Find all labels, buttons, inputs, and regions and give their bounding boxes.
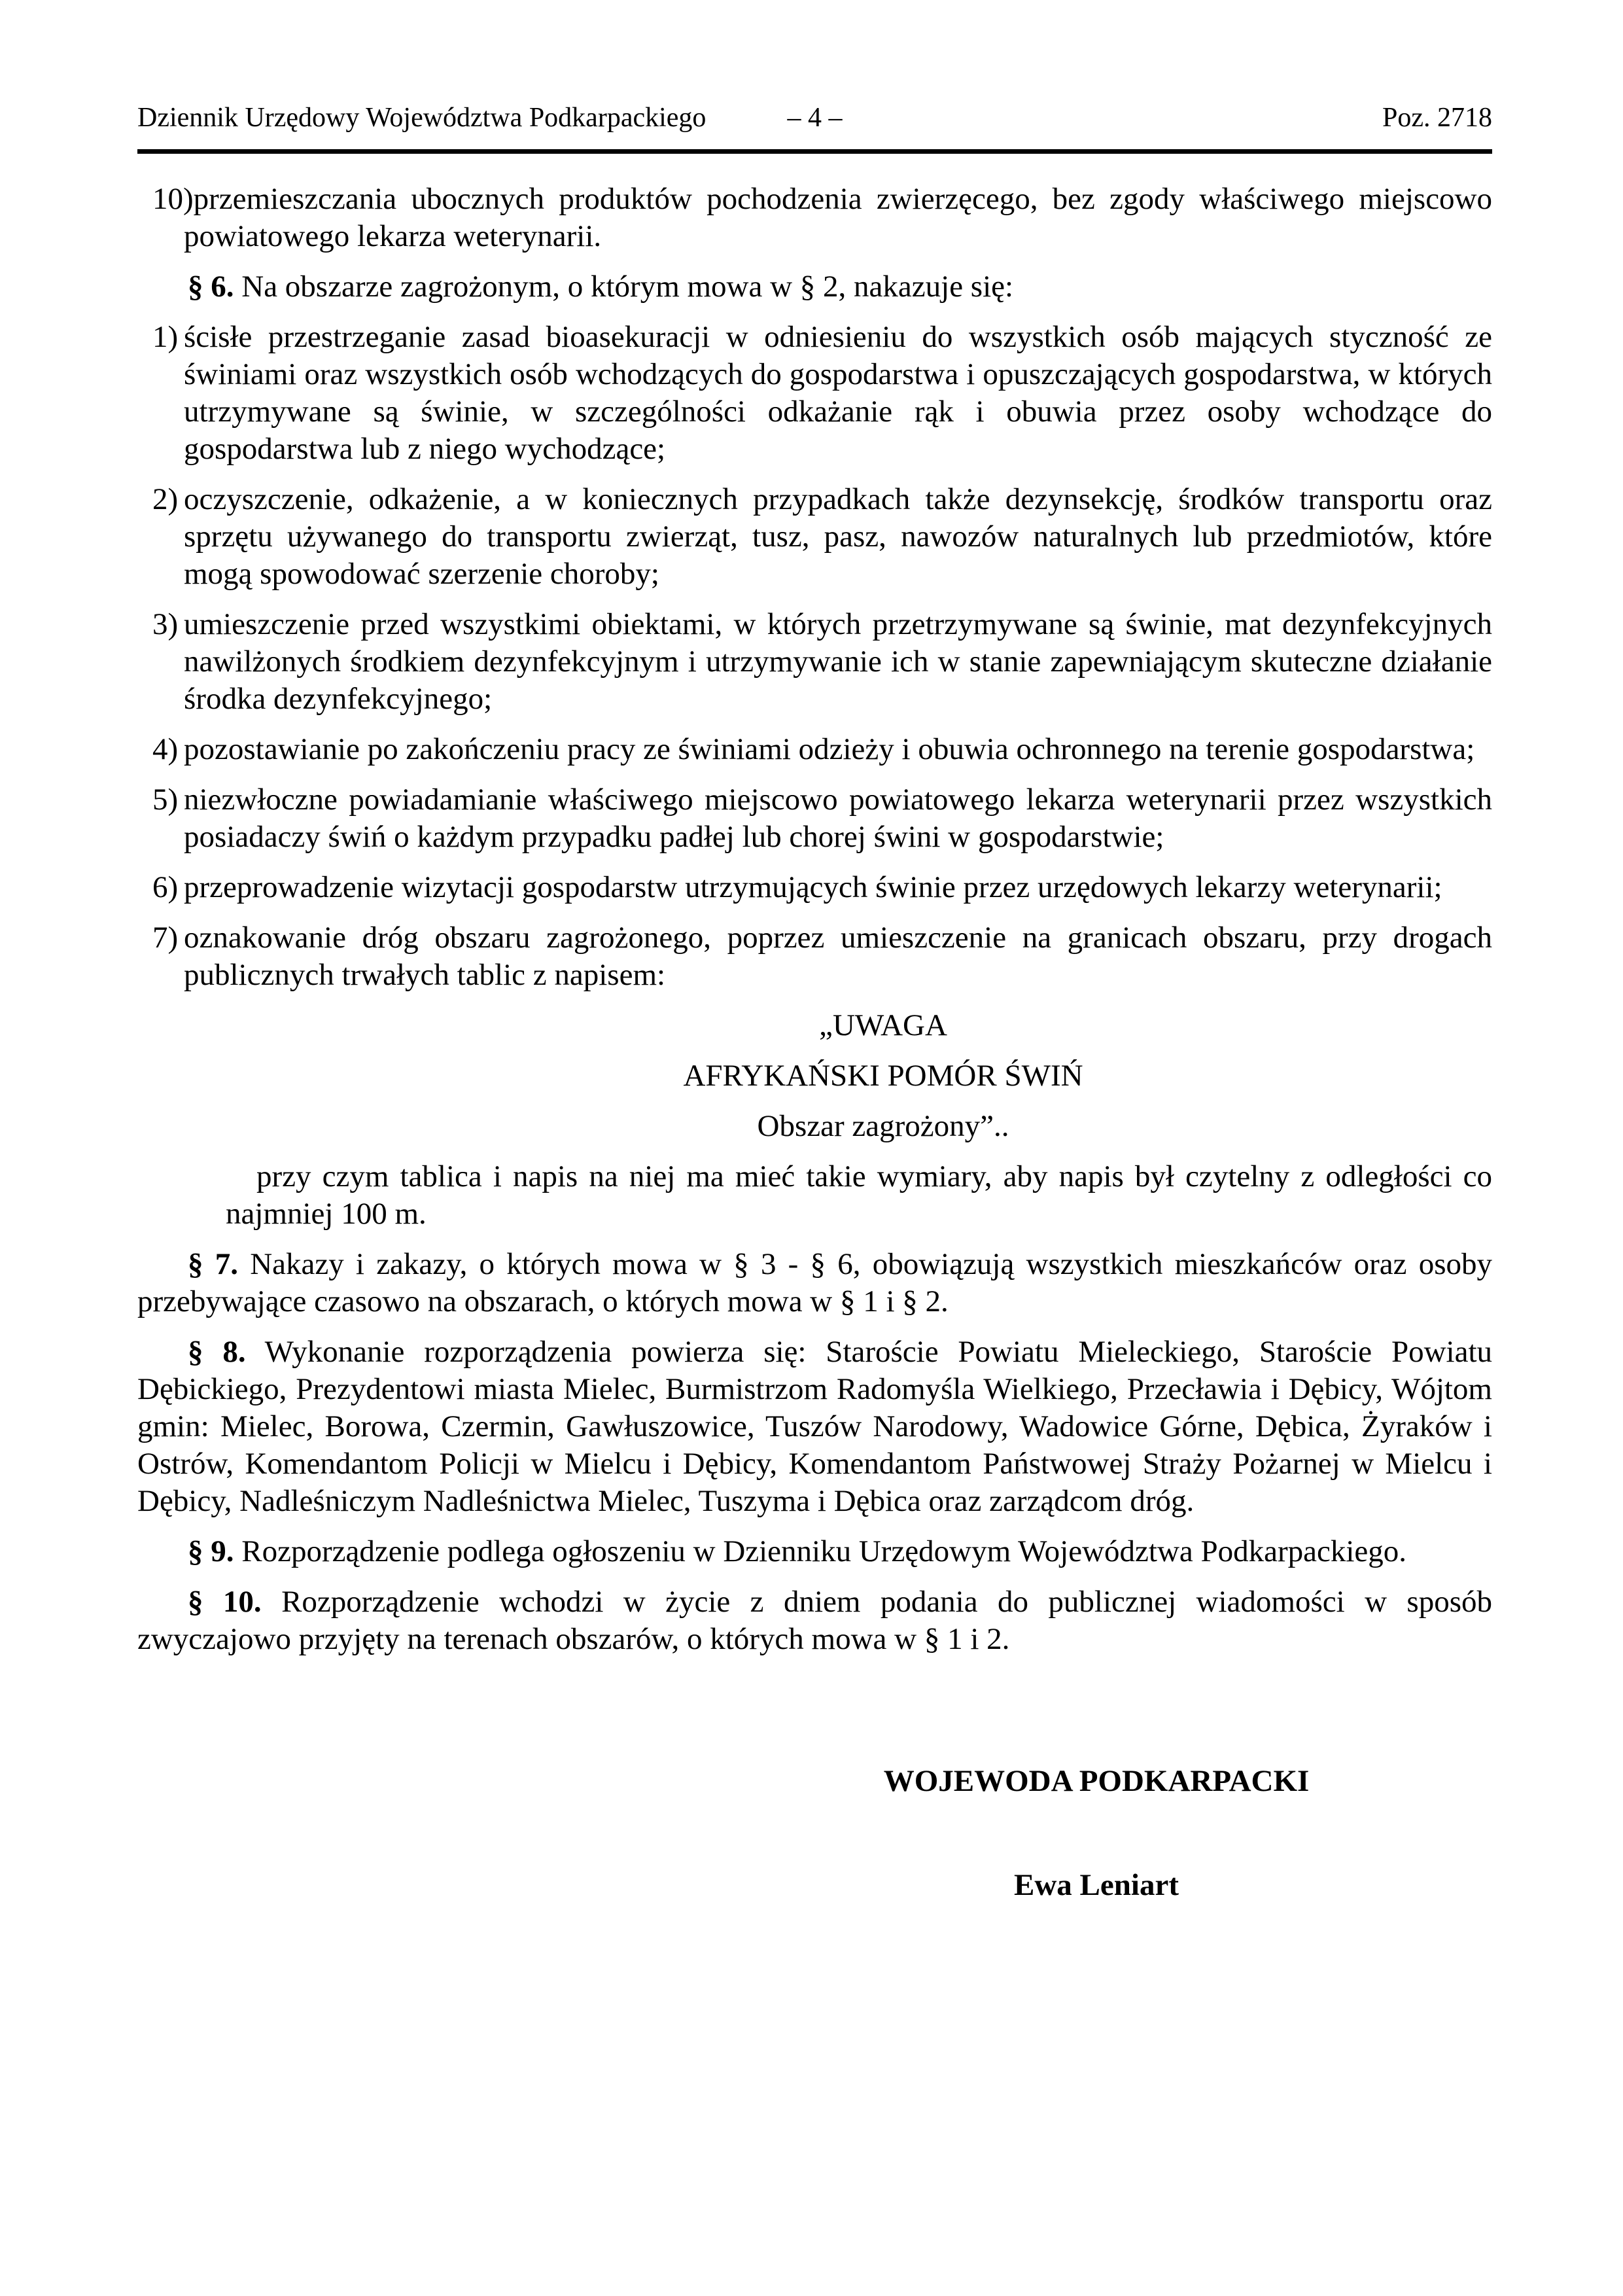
section-7-text: Nakazy i zakazy, o których mowa w § 3 - § 6, obowiązują wszystkich mieszkańców oraz osoby przebywające czasowo na obszarach, o których mowa w § 1 i § 2. — [137, 1247, 1493, 1318]
section-7-marker: § 7. — [188, 1247, 238, 1281]
list-item-4 — [137, 731, 1492, 768]
list-item-2-text: oczyszczenie, odkażenie, a w koniecznych przypadkach także dezynsekcję, środków transportu oraz sprzętu używanego do transportu zwierząt, tusz, pasz, nawozów naturalnych lub przedmiotów, które mogą spowodować szerzenie choroby; — [184, 482, 1492, 591]
signature-title: WOJEWODA PODKARPACKI — [883, 1764, 1310, 1798]
journal-title: Dziennik Urzędowy Województwa Podkarpackiego — [137, 103, 707, 133]
list-item-6 — [137, 869, 1492, 906]
list-item-7-text: oznakowanie dróg obszaru zagrożonego, poprzez umieszczenie na granicach obszaru, przy drogach publicznych trwałych tablic z napisem: — [184, 921, 1492, 992]
list-item-3 — [137, 606, 1492, 718]
list-item-5-number: 5) — [152, 783, 179, 817]
list-item-1 — [137, 319, 1492, 468]
section-6-marker: § 6. — [188, 270, 234, 304]
section-9-paragraph — [137, 1533, 1492, 1570]
list-item-2-number: 2) — [152, 482, 179, 516]
list-item-10 — [137, 181, 1492, 255]
notice-line-area: Obszar zagrożony”.. — [757, 1109, 1009, 1143]
section-10-marker: § 10. — [188, 1585, 262, 1619]
section-8-marker: § 8. — [188, 1335, 246, 1369]
list-item-7 — [137, 919, 1492, 994]
signature-name: Ewa Leniart — [1014, 1868, 1179, 1902]
list-item-3-number: 3) — [152, 607, 179, 641]
section-7-paragraph — [137, 1246, 1492, 1320]
notice-line-asf: AFRYKAŃSKI POMÓR ŚWIŃ — [683, 1059, 1083, 1093]
position-number: Poz. 2718 — [1382, 103, 1492, 133]
list-item-5-text: niezwłoczne powiadamianie właściwego miejscowo powiatowego lekarza weterynarii przez wszystkich posiadaczy świń o każdym przypadku padłej lub chorej świni w gospodarstwie; — [184, 783, 1492, 854]
section-10-text: Rozporządzenie wchodzi w życie z dniem podania do publicznej wiadomości w sposób zwyczajowo przyjęty na terenach obszarów, o których mowa w § 1 i 2. — [137, 1585, 1493, 1656]
list-item-5 — [137, 781, 1492, 856]
list-item-2 — [137, 481, 1492, 593]
list-item-4-number: 4) — [152, 732, 179, 766]
section-10-paragraph — [137, 1583, 1492, 1658]
list-item-10-text: przemieszczania ubocznych produktów pochodzenia zwierzęcego, bez zgody właściwego miejscowo powiatowego lekarza weterynarii. — [184, 182, 1492, 253]
list-item-10-number: 10) — [152, 182, 194, 216]
section-6-paragraph — [137, 268, 1492, 306]
notice-line-uwaga: „UWAGA — [819, 1008, 947, 1042]
list-item-6-number: 6) — [152, 870, 179, 904]
list-item-1-text: ścisłe przestrzeganie zasad bioasekuracji w odniesieniu do wszystkich osób mających styczność ze świniami oraz wszystkich osób wchodzących do gospodarstwa i opuszczających gospodarstwa, w których utrzymywane są świnie, w szczególności odkażanie rąk i obuwia przez osoby wchodzące do gospodarstwa lub z niego wychodzące; — [184, 320, 1492, 466]
page-header — [137, 103, 1492, 154]
list-item-3-text: umieszczenie przed wszystkimi obiektami, w których przetrzymywane są świnie, mat dezynfekcyjnych nawilżonych środkiem dezynfekcyjnym i utrzymywanie ich w stanie zapewniającym skuteczne działanie środka dezynfekcyjnego; — [184, 607, 1492, 716]
section-8-paragraph — [137, 1333, 1492, 1520]
list-item-6-text: przeprowadzenie wizytacji gospodarstw utrzymujących świnie przez urzędowych lekarzy weterynarii; — [184, 870, 1442, 904]
section-9-text: Rozporządzenie podlega ogłoszeniu w Dzienniku Urzędowym Województwa Podkarpackiego. — [241, 1534, 1407, 1568]
section-8-text: Wykonanie rozporządzenia powierza się: Staroście Powiatu Mieleckiego, Staroście Powiatu Dębickiego, Prezydentowi miasta Mielec, Burmistrzom Radomyśla Wielkiego, Przecławia i Dębicy, Wójtom gmin: Mielec, Borowa, Czermin, Gawłuszowice, Tuszów Narodowy, Wadowice Górne, Dębica, Żyraków i Ostrów, Komendantom Policji w Mielcu i Dębicy, Komendantom Państwowej Straży Pożarnej w Mielcu i Dębicy, Nadleśniczym Nadleśnictwa Mielec, Tuszyma i Dębica oraz zarządcom dróg. — [137, 1335, 1492, 1518]
table-size-note: przy czym tablica i napis na niej ma mieć takie wymiary, aby napis był czytelny z odległości co najmniej 100 m. — [226, 1159, 1492, 1231]
page-number: – 4 – — [787, 103, 843, 133]
list-item-4-text: pozostawianie po zakończeniu pracy ze świniami odzieży i obuwia ochronnego na terenie gospodarstwa; — [184, 732, 1475, 766]
list-item-1-number: 1) — [152, 320, 179, 354]
section-9-marker: § 9. — [188, 1534, 234, 1568]
list-item-7-number: 7) — [152, 921, 179, 955]
section-6-text: Na obszarze zagrożonym, o którym mowa w § 2, nakazuje się: — [241, 270, 1014, 304]
signature-block — [701, 1763, 1492, 1904]
